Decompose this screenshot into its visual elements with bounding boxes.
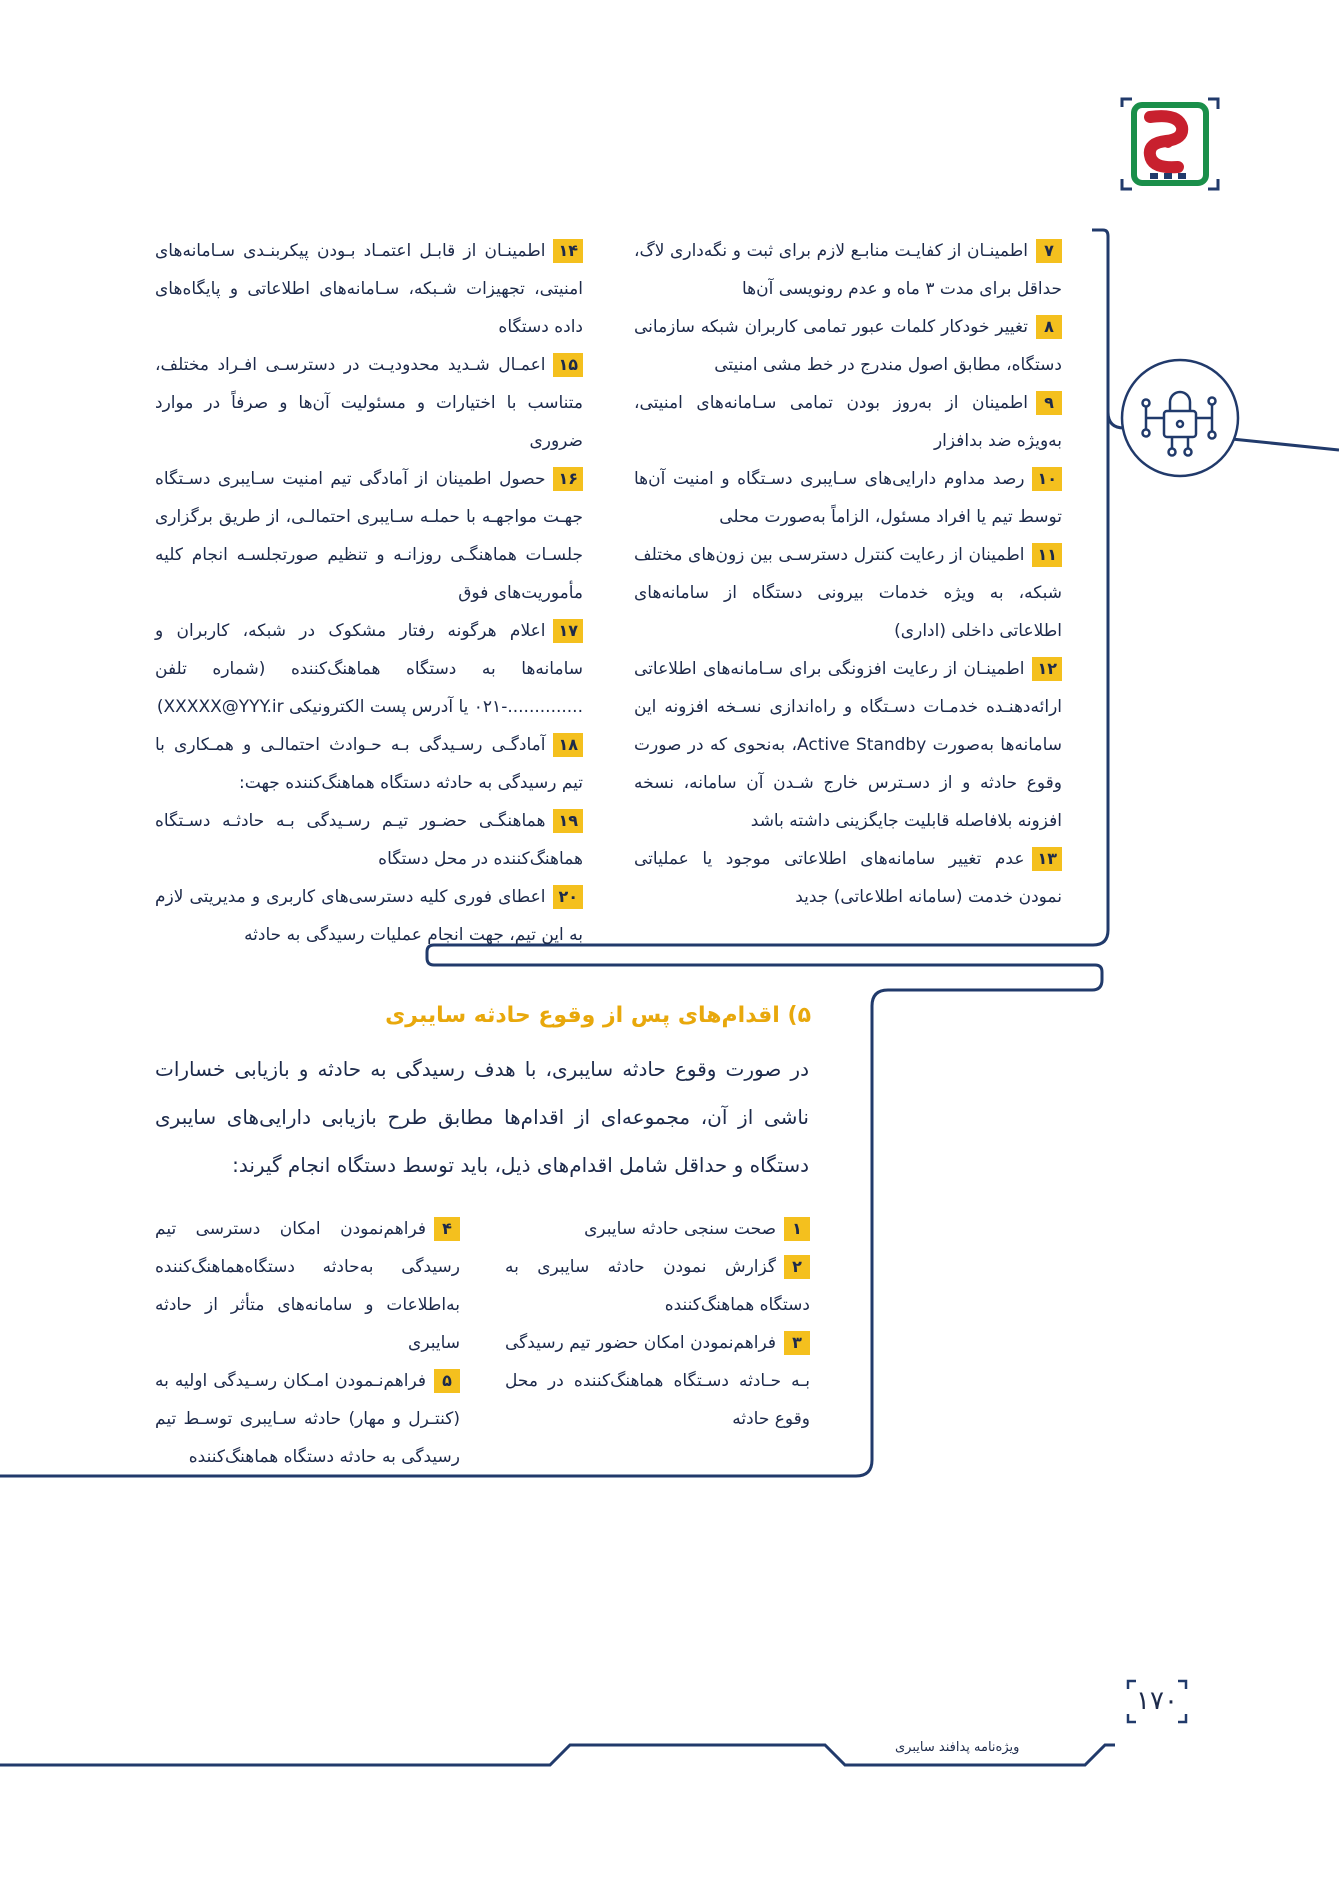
list-item xyxy=(155,878,583,954)
item-number-badge: ۹ xyxy=(1036,391,1062,415)
list-item xyxy=(155,1362,460,1476)
section-intro: در صورت وقوع حادثه سایبری، با هدف رسیدگی به حادثه و بازیابی خسارات ناشی از آن، مجموعه‌ای از اقدام‌ها مطابق طرح بازیابی دارایی‌های سایبری دستگاه و حداقل شامل اقدام‌های ذیل، باید توسط دستگاه انجام گیرند: xyxy=(155,1057,809,1177)
list-item xyxy=(155,612,583,726)
list-item-text: تغییر خودکار کلمات عبور تمامی کاربران شبکه سازمانی دستگاه، مطابق اصول مندرج در خط مشی امنیتی xyxy=(634,317,1062,375)
list-item-text: گزارش نمودن حادثه سایبری به دستگاه هماهنگ‌کننده xyxy=(505,1257,810,1315)
item-number-badge: ۱۵ xyxy=(553,353,583,377)
list-item xyxy=(155,1210,460,1362)
list-item xyxy=(634,536,1062,650)
actions-left-column xyxy=(155,1210,460,1476)
list-item-text: اعطای فوری کلیه دسترسی‌های کاربری و مدیریتی لازم به این تیم، جهت انجام عملیات رسیدگی به حادثه xyxy=(155,887,583,945)
list-item-text: فراهم‌نمودن امکان حضور تیم رسیدگی بـه حـادثه دسـتگاه هماهنگ‌کننده در محل وقوع حادثه xyxy=(505,1333,810,1429)
list-item xyxy=(505,1324,810,1438)
list-item xyxy=(155,232,583,346)
list-item-text: اعلام هرگونه رفتار مشکوک در شبکه، کاربران و سامانه‌ها به دستگاه هماهنگ‌کننده (شماره تلفن ..............-۰۲۱ یا آدرس پست الکترونیکی XXXXX@YYY.ir) xyxy=(155,621,583,717)
list-item-text: صحت سنجی حادثه سایبری xyxy=(584,1219,776,1239)
list-item-text: آمادگـی رسـیدگی بـه حـوادث احتمالـی و همـکاری با تیم رسیدگی به حادثه دستگاه هماهنگ‌کننده جهت: xyxy=(155,735,583,793)
item-number-badge: ۲ xyxy=(784,1255,810,1279)
item-number-badge: ۱۰ xyxy=(1032,467,1062,491)
list-item-text: اطمینـان از رعایت افزونگی برای سـامانه‌های اطلاعاتی ارائه‌دهنـده خدمـات دسـتگاه و راه‌اندازی نسـخه افزونه این سامانه‌ها به‌صورت Active Standby، به‌نحوی که در صورت وقوع حادثه و از دسـترس خارج شـدن آن سامانه، نسخه افزونه بلافاصله قابلیت جایگزینی داشته باشد xyxy=(634,659,1062,831)
left-column xyxy=(155,232,583,954)
list-item xyxy=(155,802,583,878)
list-item-text: اطمینـان از قابـل اعتمـاد بـودن پیکربنـدی سـامانه‌های امنیتی، تجهیزات شـبکه، سـامانه‌های اطلاعاتی و پایگاه‌های داده دستگاه xyxy=(155,241,583,337)
list-item-text: اطمینان از به‌روز بودن تمامی سـامانه‌های امنیتی، به‌ویژه ضد بدافزار xyxy=(634,393,1062,451)
list-item-text: اطمینـان از کفایـت منابـع لازم برای ثبت و نگه‌داری لاگ، حداقل برای مدت ۳ ماه و عدم رونویسی آن‌ها xyxy=(634,241,1062,299)
list-item xyxy=(155,726,583,802)
actions-right-column xyxy=(505,1210,810,1438)
right-column xyxy=(634,232,1062,916)
item-number-badge: ۷ xyxy=(1036,239,1062,263)
list-item xyxy=(634,384,1062,460)
list-item-text: اطمینان از رعایت کنترل دسترسـی بین زون‌های مختلف شبکه، به ویژه خدمات بیرونی دستگاه از سامانه‌های اطلاعاتی داخلی (اداری) xyxy=(634,545,1062,641)
list-item xyxy=(634,308,1062,384)
item-number-badge: ۸ xyxy=(1036,315,1062,339)
item-number-badge: ۴ xyxy=(434,1217,460,1241)
item-number-badge: ۵ xyxy=(434,1369,460,1393)
list-item-text: رصد مداوم دارایی‌های سـایبری دسـتگاه و امنیت آن‌ها توسط تیم یا افراد مسئول، الزاماً به‌صورت محلی xyxy=(634,469,1062,527)
item-number-badge: ۱۲ xyxy=(1032,657,1062,681)
page-number: ۱۷۰ xyxy=(1136,1686,1178,1716)
list-item xyxy=(505,1248,810,1324)
list-item xyxy=(634,460,1062,536)
section-title: ۵) اقدام‌های پس از وقوع حادثه سایبری xyxy=(385,1003,811,1028)
item-number-badge: ۱۱ xyxy=(1032,543,1062,567)
list-item-text: عدم تغییر سامانه‌های اطلاعاتی موجود یا عملیاتی نمودن خدمت (سامانه اطلاعاتی) جدید xyxy=(634,849,1062,907)
list-item-text: فراهم‌نمودن امکان دسترسی تیم رسیدگی به‌حادثه دستگاه‌هماهنگ‌کننده به‌اطلاعات و سامانه‌های متأثر از حادثه سایبری xyxy=(155,1219,460,1353)
list-item-text: حصول اطمینان از آمادگی تیم امنیت سـایبری دسـتگاه جهـت مواجهـه با حملـه سـایبری احتمالـی، از طریق برگزاری جلسـات هماهنگـی روزانـه و تنظیم صورتجلسـه انجام کلیه مأموریت‌های فوق xyxy=(155,469,583,603)
list-item-text: فراهم‌نـمودن امـکان رسـیدگی اولیه به (کنتـرل و مهار) حادثه سـایبری توسـط تیم رسیدگی به حادثه دستگاه هماهنگ‌کننده xyxy=(155,1371,460,1467)
lock-circuit-icon xyxy=(1122,360,1238,476)
list-item xyxy=(634,232,1062,308)
item-number-badge: ۱۸ xyxy=(553,733,583,757)
list-item xyxy=(155,460,583,612)
footer-title: ویژه‌نامه پدافند سایبری xyxy=(895,1740,1020,1755)
item-number-badge: ۱۳ xyxy=(1032,847,1062,871)
list-item xyxy=(634,840,1062,916)
frame-line-top xyxy=(1092,230,1108,360)
item-number-badge: ۱۹ xyxy=(553,809,583,833)
item-number-badge: ۳ xyxy=(784,1331,810,1355)
list-item xyxy=(155,346,583,460)
logo-icon xyxy=(1120,97,1220,192)
item-number-badge: ۱۷ xyxy=(553,619,583,643)
item-number-badge: ۲۰ xyxy=(553,885,583,909)
list-item xyxy=(634,650,1062,840)
list-item-text: هماهنگـی حضـور تیـم رسـیدگی بـه حادثـه دسـتگاه هماهنگ‌کننده در محل دستگاه xyxy=(155,811,583,869)
item-number-badge: ۱۴ xyxy=(553,239,583,263)
list-item xyxy=(505,1210,810,1248)
list-item-text: اعمـال شـدید محدودیـت در دسترسـی افـراد مختلف، متناسب با اختیارات و مسئولیت آن‌ها و صرفاً در موارد ضروری xyxy=(155,355,583,451)
item-number-badge: ۱۶ xyxy=(553,467,583,491)
item-number-badge: ۱ xyxy=(784,1217,810,1241)
